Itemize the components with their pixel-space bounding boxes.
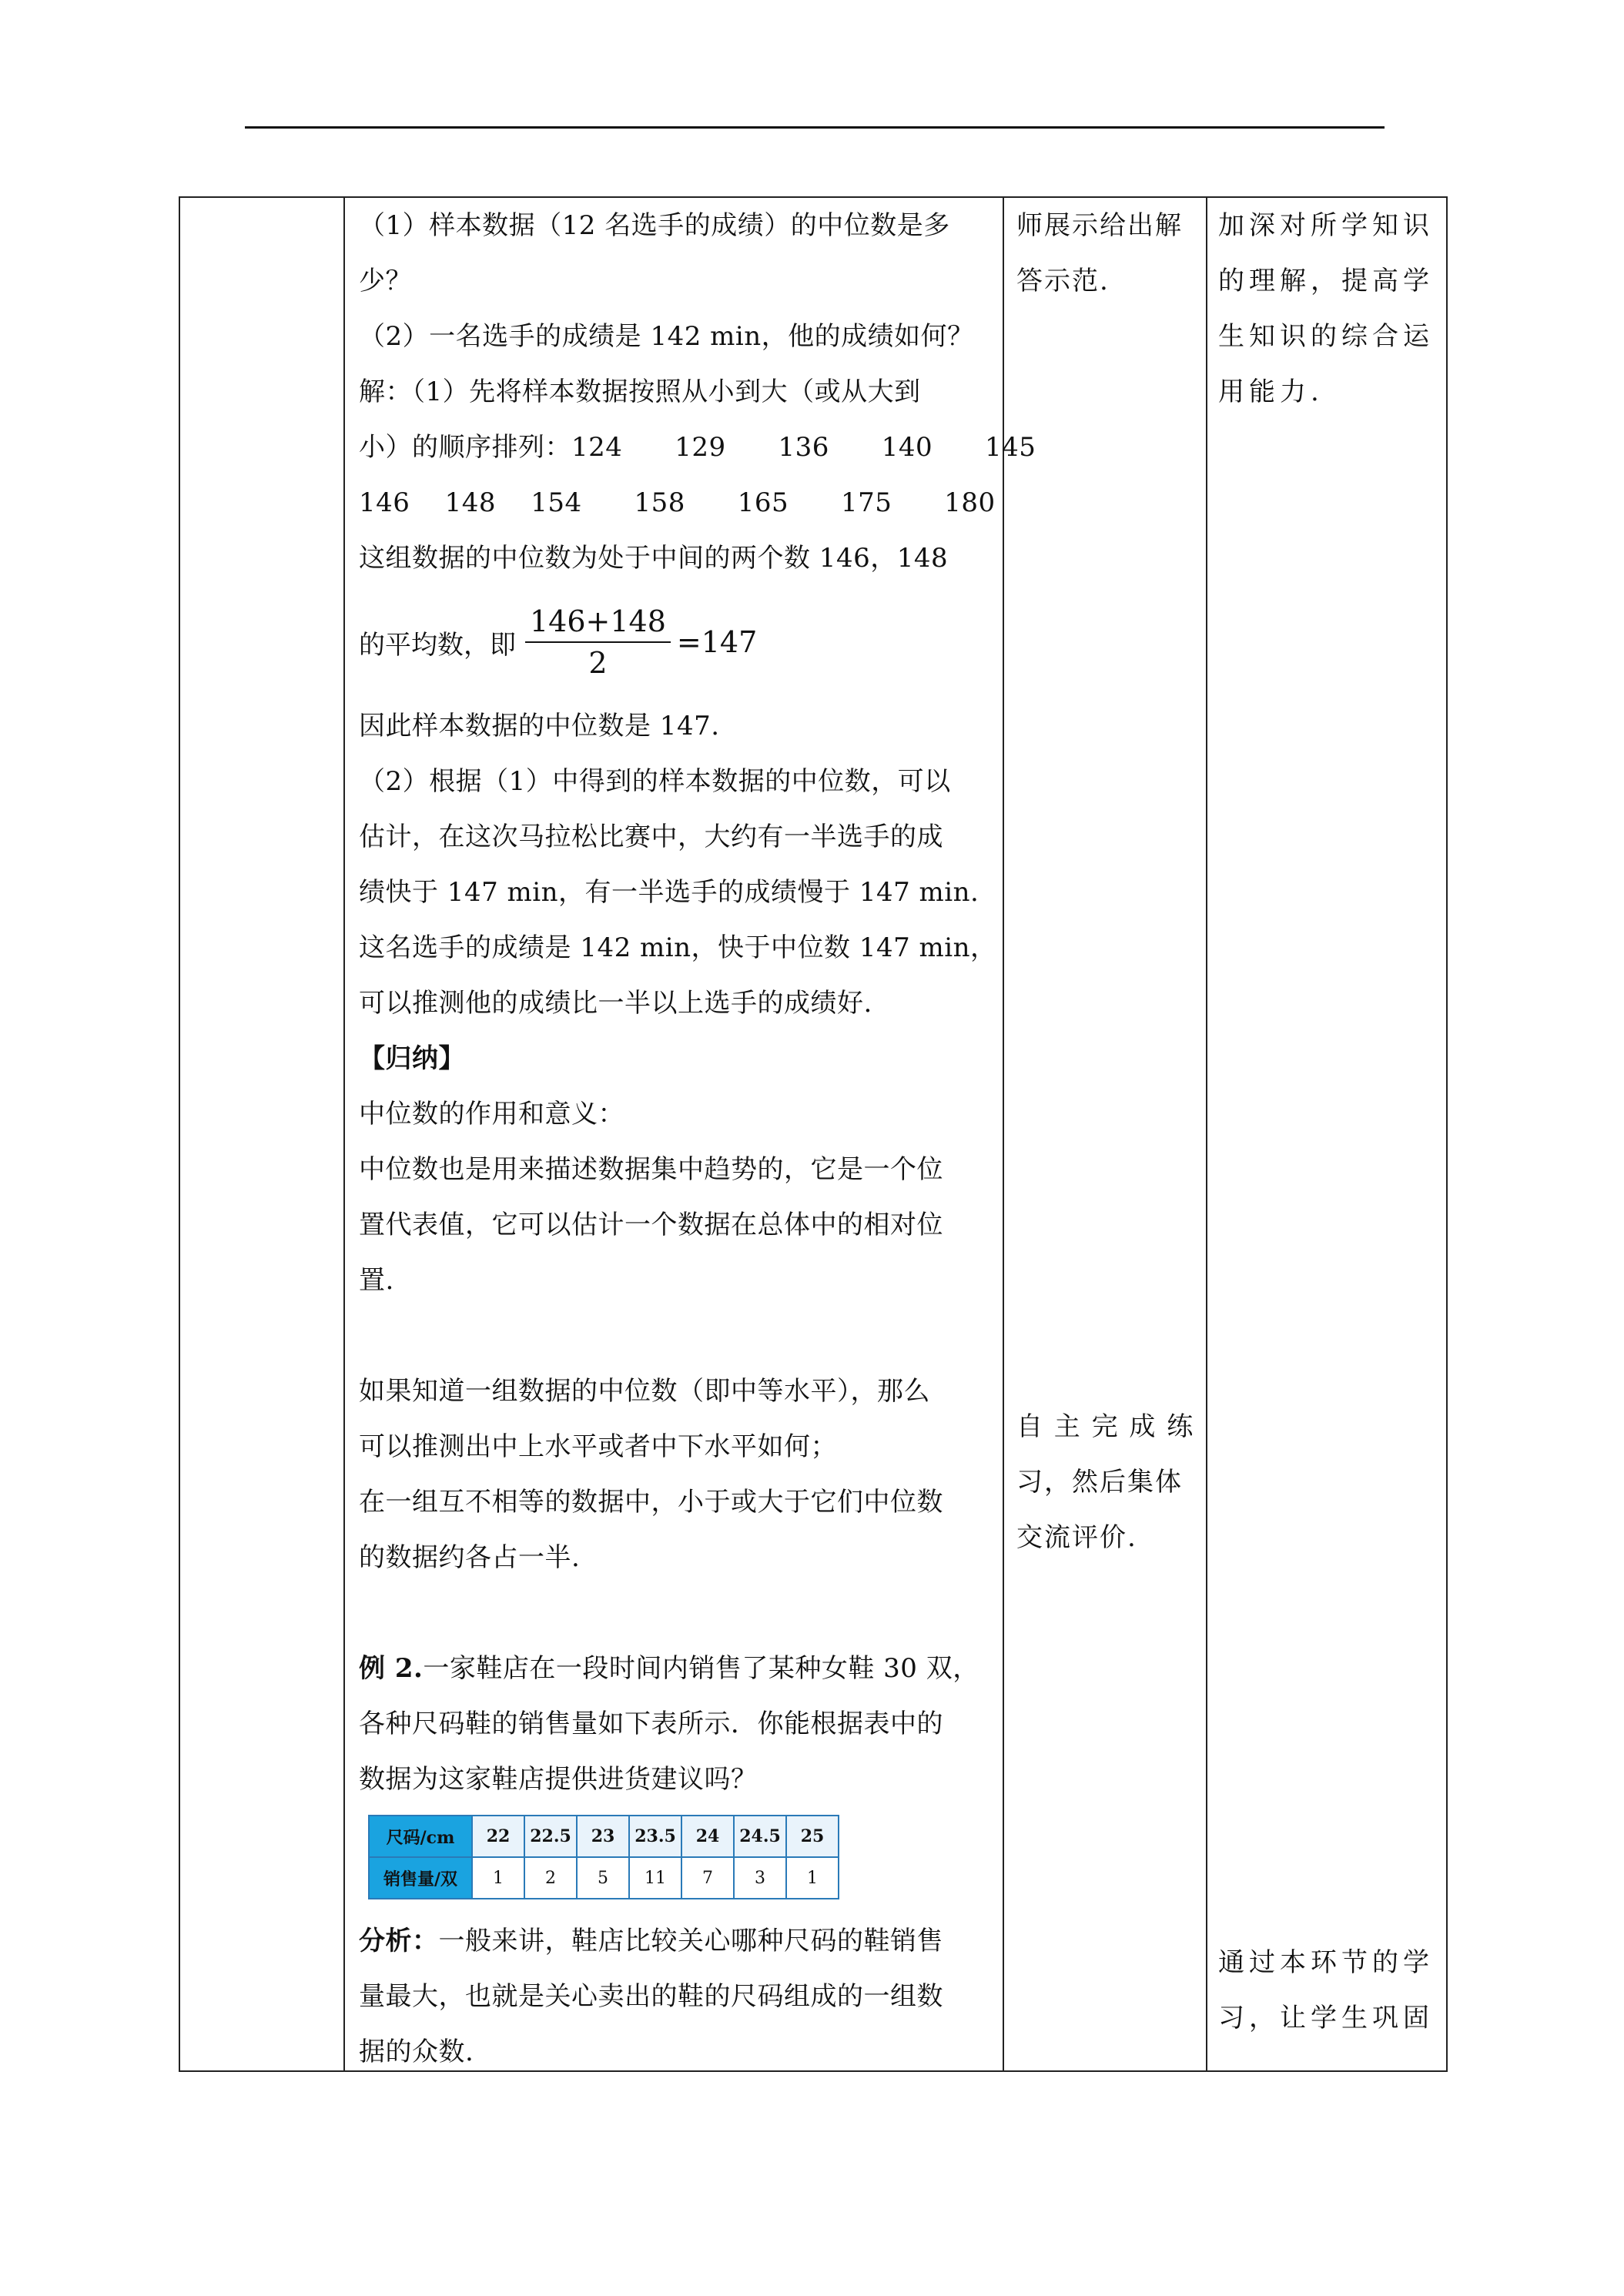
size-cell: 23.5 (629, 1816, 681, 1857)
solution-part-2: 估计，在这次马拉松比赛中，大约有一半选手的成 (359, 822, 943, 852)
summary-line: 置代表值，它可以估计一个数据在总体中的相对位 (359, 1210, 943, 1240)
activity-line: 习，然后集体 (1016, 1467, 1183, 1498)
question-2: （2）一名选手的成绩是 142 min，他的成绩如何？ (359, 321, 974, 352)
sales-cell: 1 (786, 1857, 839, 1899)
sales-cell: 5 (577, 1857, 629, 1899)
fraction (525, 601, 671, 683)
design-line: 的理解，提高学 (1218, 266, 1434, 296)
lesson-table (179, 196, 1448, 2072)
table-row (369, 1857, 839, 1899)
row-header: 销售量/双 (369, 1857, 472, 1899)
analysis-line: 量最大，也就是关心卖出的鞋的尺码组成的一组数 (359, 1981, 943, 2012)
design-line: 通过本环节的学 (1218, 1947, 1434, 1978)
sales-cell: 1 (472, 1857, 524, 1899)
fraction-result: =147 (676, 625, 758, 659)
solution-part-2: （2）根据（1）中得到的样本数据的中位数，可以 (359, 766, 951, 797)
column-divider (1003, 198, 1004, 2070)
fraction-numerator: 146+148 (525, 601, 671, 643)
sales-cell: 11 (629, 1857, 681, 1899)
average-prefix: 的平均数，即 (359, 629, 516, 661)
summary-title: 【归纳】 (359, 1043, 465, 1074)
sales-cell: 7 (681, 1857, 734, 1899)
row-header: 尺码/cm (369, 1816, 472, 1857)
example-2-line: 数据为这家鞋店提供进货建议吗？ (359, 1764, 758, 1795)
size-cell: 25 (786, 1816, 839, 1857)
sales-cell: 3 (734, 1857, 786, 1899)
size-cell: 22.5 (524, 1816, 577, 1857)
example-2-line: 例 2.一家鞋店在一段时间内销售了某种女鞋 30 双， (359, 1653, 979, 1684)
analysis-line: 据的众数. (359, 2037, 474, 2067)
summary-line: 的数据约各占一半. (359, 1542, 581, 1573)
size-cell: 24.5 (734, 1816, 786, 1857)
design-line: 加深对所学知识 (1218, 210, 1434, 241)
example-2-line: 各种尺码鞋的销售量如下表所示．你能根据表中的 (359, 1709, 943, 1739)
question-1: （1）样本数据（12 名选手的成绩）的中位数是多 (359, 210, 950, 241)
question-1-cont: 少？ (359, 266, 412, 296)
design-line: 用能力. (1218, 377, 1324, 407)
solution-line: 解：（1）先将样本数据按照从小到大（或从大到 (359, 377, 921, 407)
solution-line: 小）的顺序排列：124 129 136 140 145 (359, 432, 1036, 463)
column-divider (1206, 198, 1207, 2070)
size-cell: 23 (577, 1816, 629, 1857)
summary-line: 在一组互不相等的数据中，小于或大于它们中位数 (359, 1487, 943, 1518)
fraction-denominator: 2 (588, 646, 608, 680)
average-formula (359, 586, 989, 698)
shoe-sales-table (368, 1815, 839, 1899)
analysis-line: 分析：一般来讲，鞋店比较关心哪种尺码的鞋销售 (359, 1926, 943, 1956)
table-row (369, 1816, 839, 1857)
sales-cell: 2 (524, 1857, 577, 1899)
solution-part-2: 这名选手的成绩是 142 min，快于中位数 147 min， (359, 932, 997, 963)
size-cell: 22 (472, 1816, 524, 1857)
activity-column-lower (1003, 1399, 1206, 1565)
activity-line: 交流评价. (1016, 1522, 1137, 1553)
header-rule (245, 126, 1385, 129)
size-cell: 24 (681, 1816, 734, 1857)
summary-line: 中位数的作用和意义： (359, 1099, 624, 1130)
design-intent-column (1206, 198, 1446, 420)
summary-line: 中位数也是用来描述数据集中趋势的，它是一个位 (359, 1154, 943, 1185)
solution-line: 这组数据的中位数为处于中间的两个数 146，148 (359, 543, 949, 574)
main-content-column (343, 198, 1036, 2080)
activity-line: 自 主 完 成 练 (1016, 1411, 1195, 1442)
solution-line: 146 148 154 158 165 175 180 (359, 487, 996, 518)
solution-part-2: 可以推测他的成绩比一半以上选手的成绩好. (359, 988, 872, 1019)
design-intent-column-lower (1206, 1935, 1446, 2046)
summary-line: 置. (359, 1265, 394, 1296)
activity-line: 师展示给出解 (1016, 210, 1183, 241)
design-line: 生知识的综合运 (1218, 321, 1434, 352)
design-line: 习，让学生巩固 (1218, 2003, 1434, 2033)
activity-column (1003, 198, 1206, 309)
solution-part-2: 绩快于 147 min，有一半选手的成绩慢于 147 min. (359, 877, 979, 908)
summary-line: 可以推测出中上水平或者中下水平如何； (359, 1431, 837, 1462)
solution-line: 因此样本数据的中位数是 147. (359, 711, 720, 741)
activity-line: 答示范. (1016, 266, 1110, 296)
summary-line: 如果知道一组数据的中位数（即中等水平），那么 (359, 1376, 930, 1407)
